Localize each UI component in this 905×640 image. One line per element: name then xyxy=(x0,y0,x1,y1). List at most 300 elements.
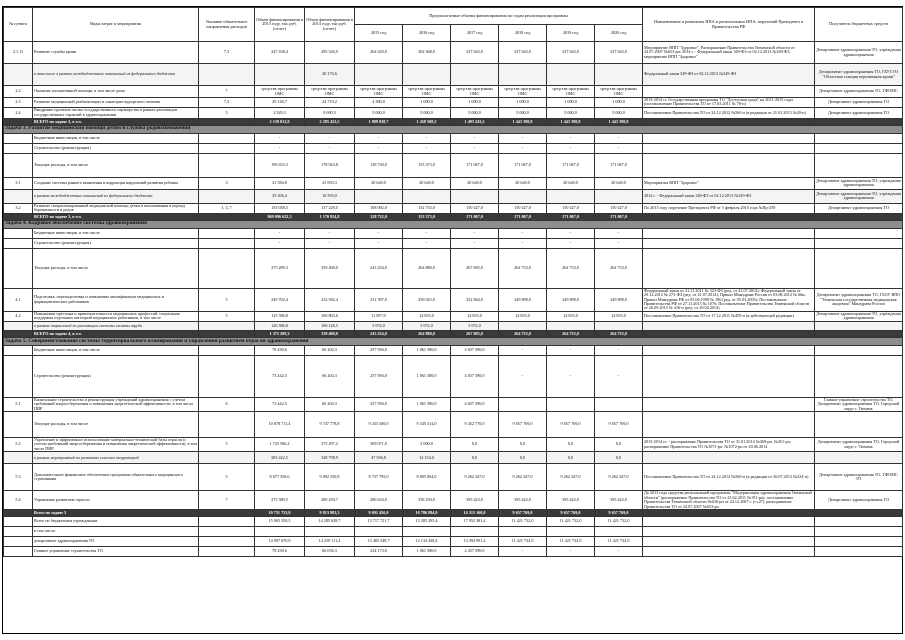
amount-cell: 15 065 350,5 xyxy=(255,516,305,526)
amount-cell: 9 262 347,0 xyxy=(499,464,547,491)
col-num-header: № пункта xyxy=(4,8,33,42)
amount-cell: 5 000,0 xyxy=(355,107,403,118)
item-number: 5.1 xyxy=(4,397,33,411)
item-number xyxy=(4,355,33,397)
item-name: Укрепление и эффективное использование материально-технической базы отрасли (с учетом требований энергосбережения и повышения энергетической эффективности), в том числе ПИР xyxy=(34,437,197,451)
amount-cell: 243 254,0 xyxy=(355,248,403,288)
direction-code xyxy=(199,143,255,153)
amount-cell: - xyxy=(355,238,403,248)
amount-cell: 257 956,0 xyxy=(355,345,403,355)
amount-cell: 128 732,0 xyxy=(355,213,403,220)
item-name: в том числе в рамках межбюджетных отношений из федерального бюджета xyxy=(33,64,199,86)
amount-cell: 9 262 347,0 xyxy=(451,464,499,491)
amount-cell: 337 643,0 xyxy=(499,42,547,64)
amount-cell: 153 373,0 xyxy=(403,213,451,220)
item-name: Текущие расходы, в том числе xyxy=(33,153,199,177)
item-name: департамент здравоохранения ТО xyxy=(33,536,199,546)
npa-reference: 2013-2014 гг. Государственная программа ТО "Доступная среда" на 2011-2015 годы (постановление Правительства ТО от 17.03.2011 № 78-п) xyxy=(643,98,815,108)
item-name: Всего по бюджетным учреждениям xyxy=(33,516,199,526)
amount-cell: 9 657 769,0 xyxy=(499,412,547,438)
amount-cell: 9 092 330,9 xyxy=(305,464,355,491)
amount-cell xyxy=(255,526,305,536)
amount-cell: 286 634,0 xyxy=(355,491,403,510)
item-number xyxy=(4,516,33,526)
amount-cell: - xyxy=(305,133,355,143)
table-row xyxy=(4,526,903,536)
amount-cell: 395 423,0 xyxy=(451,491,499,510)
direction-code xyxy=(199,452,255,464)
table-row xyxy=(4,397,903,411)
amount-cell xyxy=(255,64,305,86)
amount-cell: 106 803,6 xyxy=(305,311,355,321)
table-row xyxy=(4,438,903,452)
amount-cell: 73 442,5 xyxy=(255,397,305,411)
amount-cell: 1 000,0 xyxy=(547,98,595,108)
npa-reference xyxy=(643,213,815,220)
table-row xyxy=(4,189,903,203)
amount-cell: 243 254,0 xyxy=(355,330,403,337)
recipient xyxy=(815,412,903,438)
amount-cell xyxy=(547,189,595,203)
item-number xyxy=(4,133,33,143)
amount-cell: 8 737 795,0 xyxy=(355,464,403,491)
amount-cell: 5 000,0 xyxy=(403,107,451,118)
direction-code xyxy=(199,213,255,220)
item-name: ВСЕГО по задаче 3, в т.ч. xyxy=(33,213,199,220)
npa-reference: Мероприятия ВПП "Здоровье" xyxy=(643,177,815,189)
item-number xyxy=(4,526,33,536)
item-number xyxy=(4,64,33,86)
amount-cell: 1 061 580,0 xyxy=(403,355,451,397)
amount-cell xyxy=(451,526,499,536)
amount-cell: 5 000,0 xyxy=(451,107,499,118)
npa-reference xyxy=(643,238,815,248)
direction-code: 7,3 xyxy=(199,98,255,108)
direction-code xyxy=(199,516,255,526)
item-number xyxy=(4,536,33,546)
amount-cell xyxy=(595,397,643,411)
recipient xyxy=(815,228,903,238)
amount-cell: 2 929,5 xyxy=(255,107,305,118)
amount-cell: 14 907 670,9 xyxy=(255,536,305,546)
table-row xyxy=(4,42,903,64)
item-number: 4.1 xyxy=(4,288,33,311)
npa-reference xyxy=(643,412,815,438)
recipient xyxy=(815,509,903,516)
item-name: ВСЕГО по задаче 4, в т.ч. xyxy=(33,330,199,337)
item-name: в рамках межбюджетных отношений из федерального бюджета xyxy=(33,189,199,203)
npa-reference xyxy=(643,330,815,337)
direction-code xyxy=(199,189,255,203)
amount-cell: 171 067,0 xyxy=(499,213,547,220)
amount-cell: 9 657 769,0 xyxy=(499,509,547,516)
amount-cell: 0,0 xyxy=(499,452,547,464)
amount-cell: - xyxy=(547,143,595,153)
recipient xyxy=(815,143,903,153)
recipient: Департамент здравоохранения ТО, ГБОУ ВПО "Тюменская государственная медицинская академия" Минздрава России xyxy=(815,288,903,311)
budget-table xyxy=(3,7,903,557)
amount-cell: 41 584,8 xyxy=(255,177,305,189)
item-name: Строительство (реконструкция) xyxy=(33,355,199,397)
amount-cell: 247 438,4 xyxy=(255,42,305,64)
amount-cell: - xyxy=(595,355,643,397)
year-header: 2016 год xyxy=(403,25,451,42)
amount-cell: 14 855,0 xyxy=(595,311,643,321)
npa-reference xyxy=(643,452,815,464)
direction-code xyxy=(199,238,255,248)
year-header: 2015 год xyxy=(355,25,403,42)
direction-code xyxy=(199,526,255,536)
item-name: Капитальное строительство и реконструкция учреждений здравоохранения с учетом требований энергосбережения и повышения энергетической эффективности, в том числе ПИР xyxy=(33,397,199,411)
direction-code xyxy=(199,153,255,177)
amount-cell: 78 430,6 xyxy=(255,345,305,355)
amount-cell: 9 657 769,0 xyxy=(547,412,595,438)
amount-cell: 13 717 721,7 xyxy=(355,516,403,526)
task-title: Задача 4. Кадровое обеспечение системы здравоохранения xyxy=(4,220,903,228)
amount-cell: - xyxy=(451,133,499,143)
amount-cell: 20 640,0 xyxy=(403,177,451,189)
item-name: Бюджетные инвестиции, в том числе xyxy=(33,228,199,238)
direction-code: 7 xyxy=(199,86,255,98)
item-number: 2.2 xyxy=(4,86,33,98)
amount-cell: - xyxy=(499,546,547,556)
item-number xyxy=(4,143,33,153)
total-row xyxy=(4,118,903,125)
recipient xyxy=(815,355,903,397)
amount-cell: 249 898,0 xyxy=(499,288,547,311)
item-number xyxy=(4,153,33,177)
item-number xyxy=(4,228,33,238)
amount-cell: 339 400,0 xyxy=(305,248,355,288)
table-row xyxy=(4,464,903,491)
amount-cell: 153 373,0 xyxy=(403,153,451,177)
recipient: Департамент здравоохранения ТО, ТФОМС xyxy=(815,86,903,98)
table-row xyxy=(4,412,903,438)
amount-cell: 128 730,0 xyxy=(355,153,403,177)
amount-cell: 126 586,8 xyxy=(255,321,305,330)
amount-cell: 9 262 347,0 xyxy=(547,464,595,491)
amount-cell: 11 421 732,0 xyxy=(499,516,547,526)
amount-cell: 5 000,0 xyxy=(499,107,547,118)
amount-cell: 9 657 769,0 xyxy=(595,509,643,516)
npa-reference: Мероприятие ВПП "Здоровье", Распоряжение Правительства Тюменской области от 24.07.2007 №653-рп; 2014 г. - Федеральный закон 349-ФЗ от 02.12.2013 №349-ФЗ, мероприятие ВПП "Здоровье" xyxy=(643,42,815,64)
amount-cell: 4 657 390,0 xyxy=(451,397,499,411)
item-number: 2.3 xyxy=(4,98,33,108)
amount-cell: 339 400,0 xyxy=(305,330,355,337)
direction-code: 5 xyxy=(199,107,255,118)
amount-cell xyxy=(451,64,499,86)
amount-cell xyxy=(451,189,499,203)
amount-cell: - xyxy=(403,143,451,153)
amount-cell: 9 452 770,0 xyxy=(451,412,499,438)
recipient xyxy=(815,321,903,330)
amount-cell: - xyxy=(595,133,643,143)
recipient xyxy=(815,248,903,288)
amount-cell: 267 695,0 xyxy=(451,330,499,337)
amount-cell: 3 972,0 xyxy=(403,321,451,330)
npa-reference: Постановление Правительства ТО от 24.12.2012 №560-п (в редакции от 30.07.2013 №324-п) xyxy=(643,464,815,491)
amount-cell: 0,0 xyxy=(595,452,643,464)
amount-cell: 1 170 924,8 xyxy=(305,213,355,220)
item-number xyxy=(4,330,33,337)
item-number xyxy=(4,248,33,288)
amount-cell: 0,0 xyxy=(451,438,499,452)
amount-cell: 5 000,0 xyxy=(595,107,643,118)
direction-code xyxy=(199,509,255,516)
amount-cell: 264 880,0 xyxy=(403,248,451,288)
amount-cell: - xyxy=(499,355,547,397)
amount-cell: 231 397,0 xyxy=(355,288,403,311)
table-row xyxy=(4,321,903,330)
table-row xyxy=(4,311,903,321)
direction-code xyxy=(199,355,255,397)
amount-cell: 150 427,0 xyxy=(499,203,547,213)
amount-cell: - xyxy=(355,133,403,143)
item-name: Оказание паллиативной помощи, в том числе дома xyxy=(33,86,199,98)
table-row xyxy=(4,345,903,355)
amount-cell: 1 443 398,0 xyxy=(595,118,643,125)
amount-cell: 14 855,0 xyxy=(403,311,451,321)
amount-cell: 264 753,0 xyxy=(499,330,547,337)
amount-cell: 280 250,7 xyxy=(305,491,355,510)
item-number: 4.2 xyxy=(4,311,33,321)
npa-reference: Постановление Правительства ТО от 24.12.2012 №560 и (в редакции от 21.01.2013 №20-п) xyxy=(643,107,815,118)
amount-cell: - xyxy=(547,228,595,238)
amount-cell: 47 506,8 xyxy=(355,452,403,464)
amount-cell: 264 753,0 xyxy=(499,248,547,288)
npa-reference: Федеральный закон от 21.11.2011 № 323-ФЗ (ред. от 21.07.2014); Федеральный закон от 29.12.2012 № 273-ФЗ (ред. от 21.07.2014); Приказ Минздрава России от 03.08.2012 № 66н; Приказ Минздрава РФ от 05.06.1998 № 186 (ред. от 05.03.2003); Постановление Правительства РФ от 27.11.2013 № 1076; Постановление Правительства Тюменской области от 20.09.2013 № 416-п (ред. от 29.04.2014) xyxy=(643,288,815,311)
amount-cell: 9 000,5 xyxy=(305,107,355,118)
item-number xyxy=(4,213,33,220)
item-number: 2.4 xyxy=(4,107,33,118)
direction-code: 1, 3, 7 xyxy=(199,203,255,213)
npa-reference xyxy=(643,526,815,536)
item-name: Бюджетные инвестиции, в том числе xyxy=(33,345,199,355)
amount-cell: 13 285 295,4 xyxy=(403,516,451,526)
recipient: Департамент здравоохранения ТО, учреждения здравоохранения xyxy=(816,311,901,321)
direction-code xyxy=(199,345,255,355)
amount-cell: 171 067,0 xyxy=(547,153,595,177)
amount-cell: - xyxy=(305,143,355,153)
table-row xyxy=(4,491,903,510)
item-number: 5.2 xyxy=(4,438,33,452)
direction-code xyxy=(199,321,255,330)
amount-cell: - xyxy=(547,345,595,355)
amount-cell: - xyxy=(403,133,451,143)
amount-cell: 171 067,0 xyxy=(499,153,547,177)
recipient xyxy=(815,238,903,248)
amount-cell: 337 643,0 xyxy=(547,42,595,64)
recipient: Главное управление строительства ТО, Департамент здравоохранения ТО, Городской округ г. Тюмень xyxy=(815,397,903,411)
amount-cell: средства программы ОМС xyxy=(403,86,451,98)
amount-cell: 234 173,0 xyxy=(355,546,403,556)
amount-cell: - xyxy=(595,143,643,153)
amount-cell: 1 000,0 xyxy=(595,98,643,108)
amount-cell xyxy=(499,189,547,203)
npa-reference: Федеральный закон 349-ФЗ от 02.12.2013 №349-ФЗ xyxy=(643,64,815,86)
npa-reference: 2014 г. - Федеральный закон 349-ФЗ от 02.12.2013 №349-ФЗ xyxy=(643,189,815,203)
amount-cell: 178 924,8 xyxy=(305,153,355,177)
amount-cell: - xyxy=(403,238,451,248)
amount-cell: - xyxy=(595,228,643,238)
amount-cell: 29 146,7 xyxy=(255,98,305,108)
amount-cell: 1 061 580,0 xyxy=(403,345,451,355)
amount-cell xyxy=(403,64,451,86)
amount-cell: - xyxy=(547,355,595,397)
amount-cell: 249 898,0 xyxy=(595,288,643,311)
amount-cell: 13 483 548,7 xyxy=(355,536,403,546)
amount-cell: 395 422,0 xyxy=(499,491,547,510)
amount-cell: - xyxy=(499,345,547,355)
item-name: Повышение престижа и привлекательности медицинских профессий, социальная поддержка отдельных категорий медицинских работников, в том числе xyxy=(33,311,199,321)
item-name: Дополнительное финансовое обеспечение программы обязательного медицинского страхования xyxy=(33,464,199,491)
amount-cell xyxy=(499,64,547,86)
item-number xyxy=(4,509,33,516)
table-row xyxy=(4,107,903,118)
item-name: Бюджетные инвестиции, в том числе xyxy=(33,133,199,143)
col-recipient-header: Получатель бюджетных средств xyxy=(815,8,903,42)
amount-cell xyxy=(499,397,547,411)
amount-cell: - xyxy=(499,133,547,143)
direction-code: 7,3 xyxy=(199,42,255,64)
recipient xyxy=(815,345,903,355)
table-row xyxy=(4,355,903,397)
recipient xyxy=(815,452,903,464)
amount-cell: 259 025,0 xyxy=(403,288,451,311)
amount-cell: 150 427,0 xyxy=(547,203,595,213)
amount-cell: 1 061 580,0 xyxy=(403,546,451,556)
amount-cell: - xyxy=(499,228,547,238)
task-header-row xyxy=(4,220,903,228)
amount-cell: 11 421 732,0 xyxy=(595,536,643,546)
amount-cell: - xyxy=(355,228,403,238)
amount-cell: 309 071,0 xyxy=(355,438,403,452)
amount-cell: 16 593,0 xyxy=(305,189,355,203)
npa-reference xyxy=(643,248,815,288)
amount-cell: 171 067,0 xyxy=(451,153,499,177)
npa-reference: 2013-2014 гг. - распоряжение Правительства ТО от 31.01.2014 №369-рп, №451-рп; распоряжение Правительства ТО №1071-рп, №1072-рп от 20.06.2014 xyxy=(643,438,815,452)
table-body xyxy=(4,42,903,557)
amount-cell: - xyxy=(595,238,643,248)
npa-reference xyxy=(643,228,815,238)
table-row xyxy=(4,143,903,153)
item-number: 3.1 xyxy=(4,177,33,189)
amount-cell: - xyxy=(355,143,403,153)
task-title: Задача 3. Развитие медицинской помощи детям и службы родовспоможения xyxy=(4,125,903,133)
item-name: Всего по задаче 5 xyxy=(33,509,199,516)
year-header: 2019 год xyxy=(547,25,595,42)
amount-cell: 66 204,3 xyxy=(305,345,355,355)
npa-reference xyxy=(643,153,815,177)
item-number xyxy=(4,238,33,248)
amount-cell: 8 805 064,0 xyxy=(403,464,451,491)
recipient: Департамент здравоохранения ТО xyxy=(815,107,903,118)
npa-reference xyxy=(643,397,815,411)
amount-cell: 73 442,5 xyxy=(255,355,305,397)
amount-cell: 0,0 xyxy=(451,452,499,464)
table-row xyxy=(4,288,903,311)
amount-cell: 171 067,0 xyxy=(595,213,643,220)
year-header: 2018 год xyxy=(499,25,547,42)
amount-cell: 5 000,0 xyxy=(547,107,595,118)
amount-cell: 196 633,3 xyxy=(255,153,305,177)
amount-cell: 1 000,0 xyxy=(451,98,499,108)
item-name: Главное управление строительства ТО xyxy=(33,546,199,556)
amount-cell: 285 326,9 xyxy=(305,42,355,64)
table-row xyxy=(4,238,903,248)
amount-cell: 0,0 xyxy=(595,438,643,452)
item-name: в том числе: xyxy=(33,526,199,536)
table-row xyxy=(4,86,903,98)
item-number xyxy=(4,546,33,556)
amount-cell: 1 061 580,0 xyxy=(403,397,451,411)
amount-cell: - xyxy=(255,143,305,153)
item-name: Развитие специализированной медицинской помощи детям и выхаживания в период беременности и родов xyxy=(33,203,199,213)
amount-cell xyxy=(355,64,403,86)
amount-cell xyxy=(403,526,451,536)
amount-cell: 1 443 398,0 xyxy=(499,118,547,125)
amount-cell: 232 582,4 xyxy=(305,288,355,311)
amount-cell: 264 753,0 xyxy=(595,330,643,337)
amount-cell: 10 786 894,0 xyxy=(403,509,451,516)
amount-cell: средства программы ОМС xyxy=(305,86,355,98)
amount-cell: 66 204,3 xyxy=(305,397,355,411)
amount-cell: 20 640,0 xyxy=(595,177,643,189)
npa-reference xyxy=(643,133,815,143)
amount-cell: средства программы ОМС xyxy=(451,86,499,98)
year-header: 2017 год xyxy=(451,25,499,42)
amount-cell: 395 422,0 xyxy=(547,491,595,510)
amount-cell: 125 586,8 xyxy=(255,311,305,321)
recipient: Департамент здравоохранения ТО, учреждения здравоохранения xyxy=(815,42,903,64)
amount-cell xyxy=(595,64,643,86)
amount-cell: 11 421 732,0 xyxy=(547,536,595,546)
direction-code xyxy=(199,546,255,556)
amount-cell: 257 956,0 xyxy=(355,397,403,411)
amount-cell: 264 753,0 xyxy=(595,248,643,288)
amount-cell: 2 139 012,0 xyxy=(255,118,305,125)
item-name: Развитие службы крови xyxy=(33,42,199,64)
item-number xyxy=(4,189,33,203)
amount-cell: 4 380,0 xyxy=(355,98,403,108)
amount-cell: 11 421 732,0 xyxy=(499,536,547,546)
amount-cell: 267 695,0 xyxy=(451,248,499,288)
amount-cell: 264 880,0 xyxy=(403,330,451,337)
amount-cell: 969 096 622,3 xyxy=(255,213,305,220)
table-row xyxy=(4,452,903,464)
table-row xyxy=(4,248,903,288)
amount-cell: - xyxy=(255,238,305,248)
amount-cell: 264 753,0 xyxy=(547,330,595,337)
amount-cell: 66 036,3 xyxy=(305,546,355,556)
task-header-row xyxy=(4,125,903,133)
col-2014-header: Объем финансирования в 2014 году, тыс.руб.(отчет) xyxy=(305,8,355,42)
amount-cell: 395 422,0 xyxy=(595,491,643,510)
recipient xyxy=(815,516,903,526)
amount-cell xyxy=(595,526,643,536)
task-title: Задача 5. Совершенствование системы территориального планирования и управления развитием отрасли здравоохранения xyxy=(4,337,903,345)
recipient xyxy=(815,330,903,337)
amount-cell: - xyxy=(547,238,595,248)
npa-reference: По 2013 году поручение Президента РФ от 5 февраля 2010 года №Пр-259 xyxy=(643,203,815,213)
item-name: в рамках отраслевой по реализации системы оплаты труда xyxy=(33,321,199,330)
npa-reference xyxy=(643,118,815,125)
budget-sheet xyxy=(2,6,903,634)
amount-cell: 14 154,0 xyxy=(403,452,451,464)
direction-code: 5 xyxy=(199,288,255,311)
recipient: Департамент здравоохранения ТО xyxy=(815,491,903,510)
item-name: Строительство (реконструкция) xyxy=(33,238,199,248)
